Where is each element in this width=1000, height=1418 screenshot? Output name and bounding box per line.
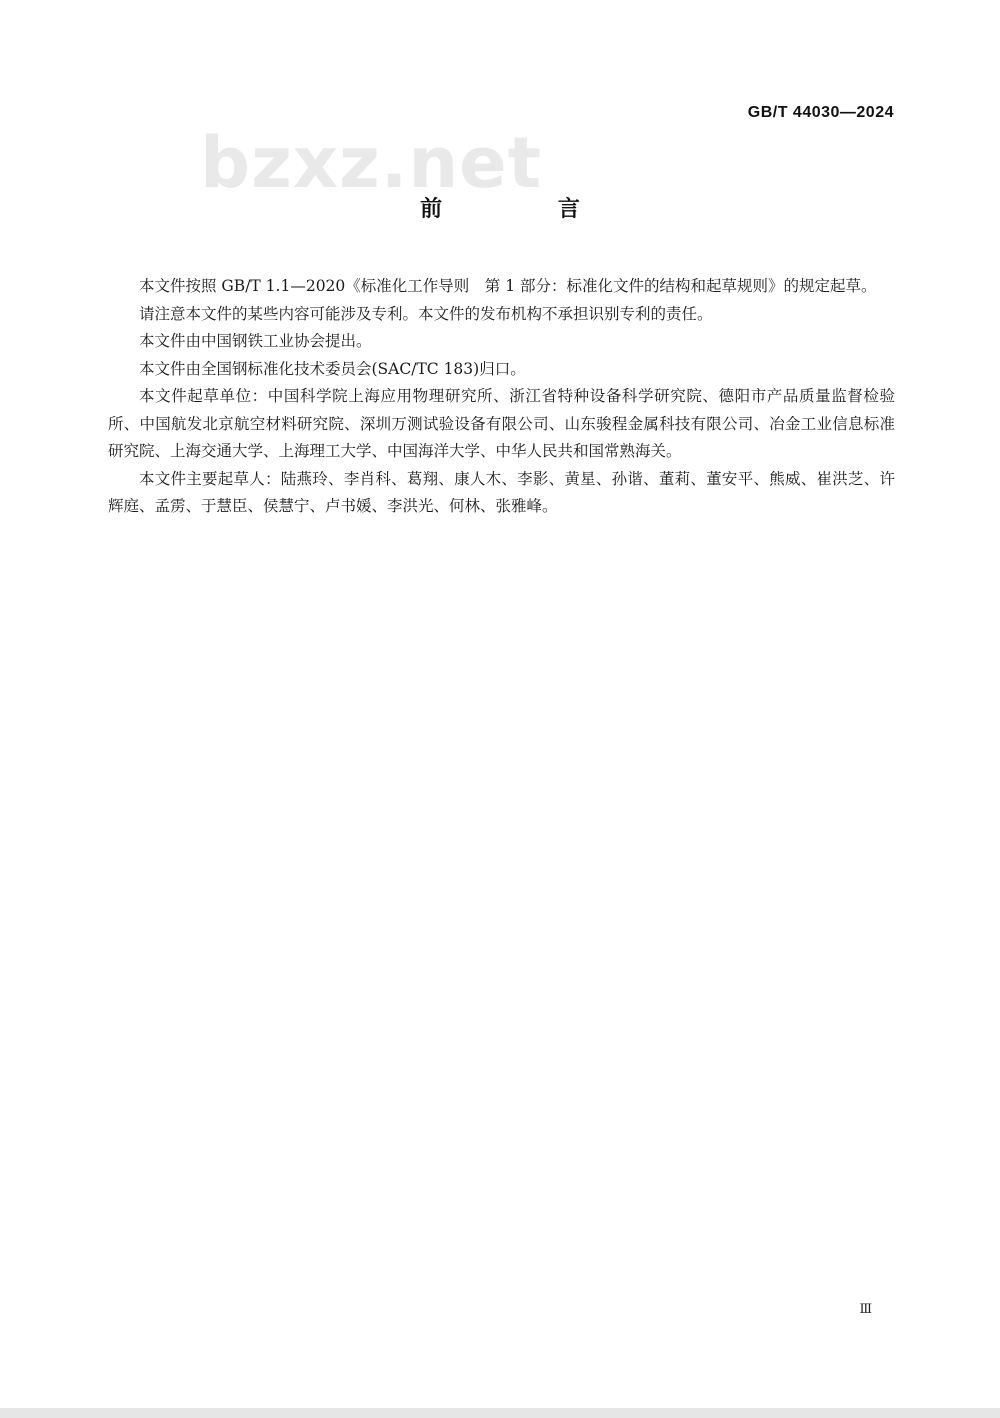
paragraph-proposer: 本文件由中国钢铁工业协会提出。 [139, 332, 372, 350]
paragraph-drafters: 本文件主要起草人：陆燕玲、李肖科、葛翔、康人木、李影、黄星、孙谐、董莉、董安平、熊威、崔洪芝、许辉庭、孟雳、于慧臣、侯慧宁、卢书媛、李洪光、何林、张雅峰。 [108, 469, 895, 515]
watermark: bzxz.net [200, 122, 543, 204]
standard-number: GB/T 44030—2024 [747, 104, 894, 121]
paragraph-committee: 本文件由全国钢标准化技术委员会(SAC/TC 183)归口。 [139, 359, 526, 378]
page-title: 前 言 [420, 197, 634, 222]
foreword-body [108, 273, 895, 521]
paragraph-drafting-units: 本文件起草单位：中国科学院上海应用物理研究所、浙江省特种设备科学研究院、德阳市产品质量监督检验所、中国航发北京航空材料研究院、深圳万测试验设备有限公司、山东骏程金属科技有限公司、冶金工业信息标准研究院、上海交通大学、上海理工大学、中国海洋大学、中华人民共和国常熟海关。 [108, 387, 895, 460]
page-bottom-edge [0, 1408, 1000, 1418]
page-number: Ⅲ [859, 1302, 872, 1317]
paragraph-patent-notice: 请注意本文件的某些内容可能涉及专利。本文件的发布机构不承担识别专利的责任。 [139, 304, 713, 323]
paragraph-drafting-basis: 本文件按照 GB/T 1.1—2020《标准化工作导则 第 1 部分：标准化文件的结构和起草规则》的规定起草。 [139, 277, 877, 295]
